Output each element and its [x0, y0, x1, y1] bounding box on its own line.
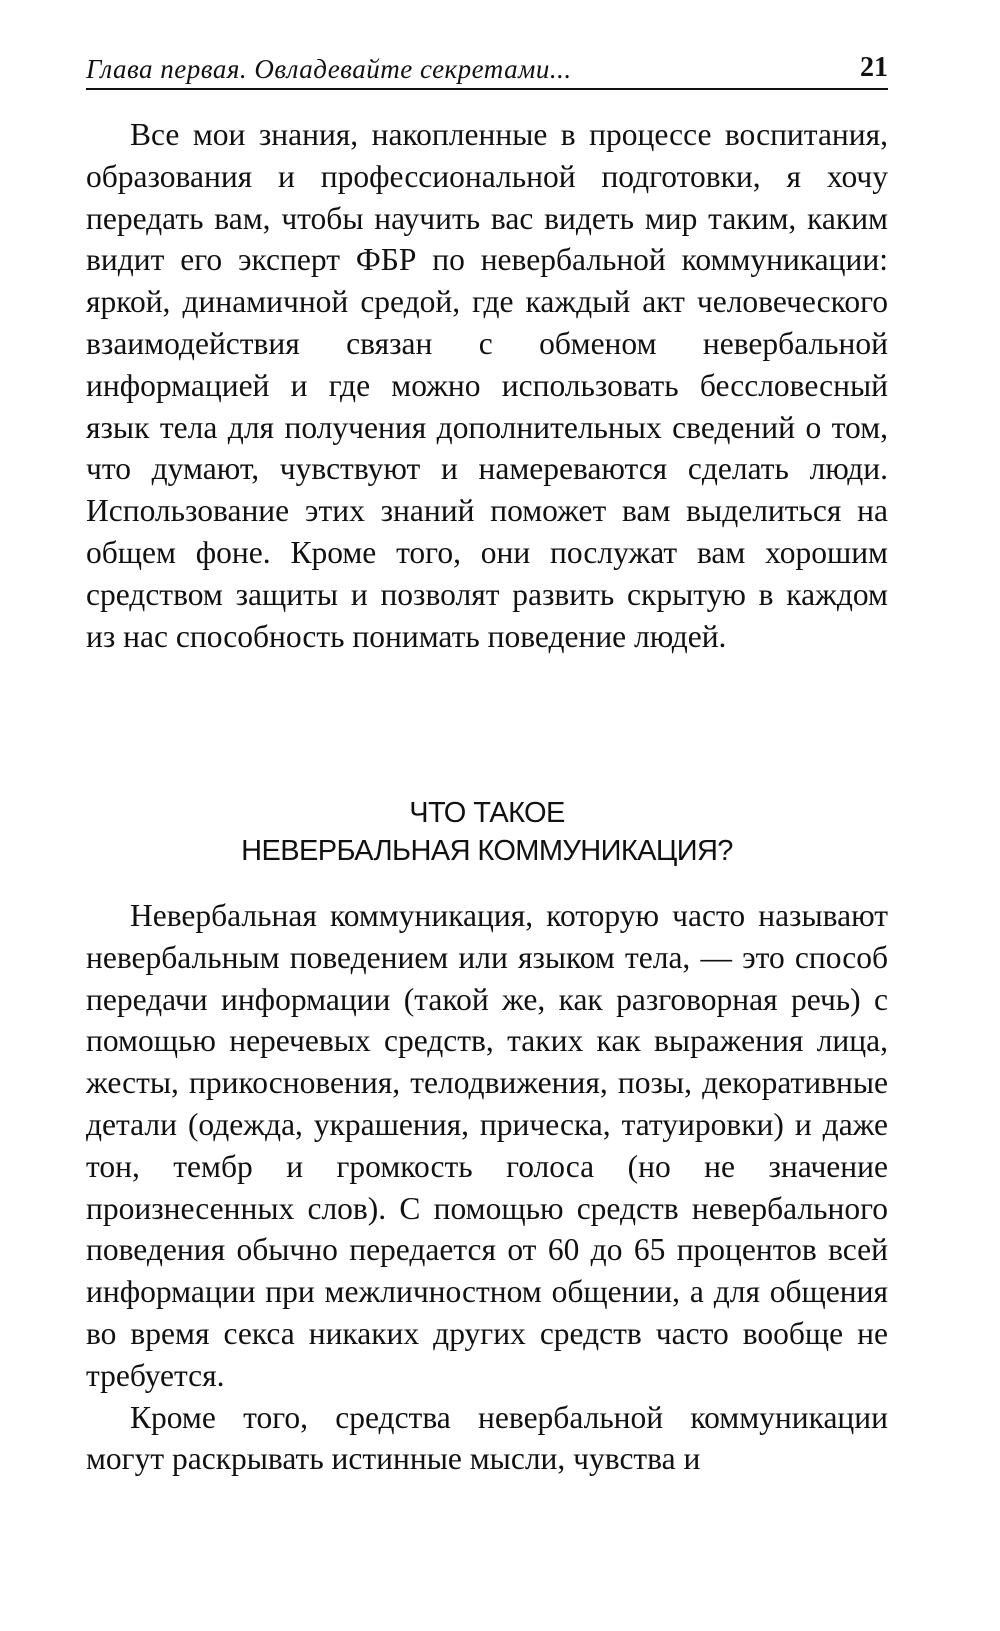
running-header — [86, 52, 888, 90]
page-number: 21 — [860, 52, 888, 83]
running-title: Глава первая. Овладевайте секретами... — [86, 54, 572, 84]
section-heading — [86, 794, 888, 870]
paragraph: Кроме того, средства невербальной коммуникации могут раскрывать истинные мысли, чувства и — [86, 1399, 888, 1477]
section-heading-line-1: ЧТО ТАКОЕ — [409, 797, 565, 829]
paragraph: Все мои знания, накопленные в процессе воспитания, образования и профессиональной подготовки, я хочу передать вам, чтобы научить вас видеть мир таким, каким видит его эксперт ФБР по невербальной коммуникации: яркой, динамичной средой, где каждый акт человеческого взаимодействия связан с обменом невербальной информацией и где можно использовать бессловесный язык тела для получения дополнительных сведений о том, что думают, чувствуют и намереваются сделать люди. Использование этих знаний поможет вам выделиться на общем фоне. Кроме того, они послужат вам хорошим средством защиты и позволят развить скрытую в каждом из нас способность понимать поведение людей. — [86, 117, 888, 654]
paragraph: Невербальная коммуникация, которую часто называют невербальным поведением или языком тела, — это способ передачи информации (такой же, как разговорная речь) с помощью неречевых средств, таких как выражения лица, жесты, прикосновения, телодвижения, позы, декоративные детали (одежда, украшения, прическа, татуировки) и даже тон, тембр и громкость голоса (но не значение произнесенных слов). С помощью средств невербального поведения обычно передается от 60 до 65 процентов всей информации при межличностном общении, а для общения во время секса никаких других средств часто вообще не требуется. — [86, 898, 888, 1393]
section-heading-line-2: НЕВЕРБАЛЬНАЯ КОММУНИКАЦИЯ? — [241, 835, 733, 867]
body-text-top — [86, 114, 888, 657]
body-text-bottom — [86, 895, 888, 1480]
